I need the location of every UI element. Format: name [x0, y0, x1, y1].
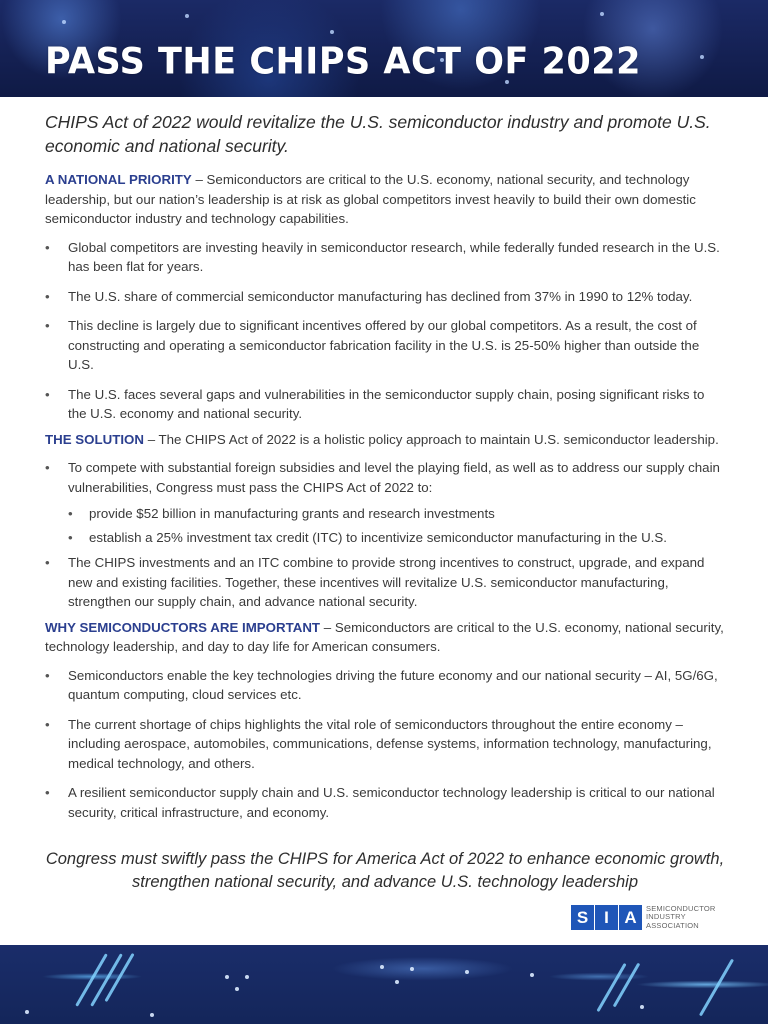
- circuit-dot-decoration: [185, 14, 189, 18]
- circuit-dot-decoration: [395, 980, 399, 984]
- solution-list: [45, 458, 725, 612]
- section-heading: A NATIONAL PRIORITY: [45, 172, 192, 187]
- circuit-dot-decoration: [245, 975, 249, 979]
- list-item: • This decline is largely due to significant incentives offered by our global competitors. As a result, the cost of constructing and operating a semiconductor fabrication facility in the U.S. is 25-50% higher than outside the U.S.: [45, 316, 725, 375]
- circuit-dot-decoration: [150, 1013, 154, 1017]
- sia-logo-wordmark: [646, 905, 716, 930]
- why-semiconductors-list: [45, 666, 725, 823]
- list-item-text: To compete with substantial foreign subsidies and level the playing field, as well as to address our supply chain vulnerabilities, Congress must pass the CHIPS Act of 2022 to:: [68, 460, 720, 495]
- list-item: • The current shortage of chips highlights the vital role of semiconductors throughout the entire economy – including aerospace, automobiles, communications, defense systems, information technology, manufacturing, medical technology, and others.: [45, 715, 725, 774]
- header-banner: [0, 0, 768, 97]
- logo-letter: S: [571, 905, 595, 930]
- circuit-dot-decoration: [62, 20, 66, 24]
- section-heading: WHY SEMICONDUCTORS ARE IMPORTANT: [45, 619, 321, 635]
- list-item: • The U.S. share of commercial semiconductor manufacturing has declined from 37% in 1990 to 12% today.: [45, 287, 725, 307]
- section-text: – Semiconductors are critical to the U.S. economy, national security, and technology leadership, but our nation’s leadership is at risk as global competitors invest heavily to build their own domestic semiconductor industry and technology capabilities.: [45, 172, 696, 226]
- intro-statement: CHIPS Act of 2022 would revitalize the U.S. semiconductor industry and promote U.S. economic and national security.: [45, 112, 711, 156]
- circuit-dot-decoration: [465, 970, 469, 974]
- section-text: – The CHIPS Act of 2022 is a holistic policy approach to maintain U.S. semiconductor leadership.: [144, 431, 719, 447]
- list-item: • Semiconductors enable the key technologies driving the future economy and our national security – AI, 5G/6G, quantum computing, cloud services etc.: [45, 666, 725, 705]
- footer-circuit-banner: [0, 945, 768, 1024]
- circuit-dot-decoration: [640, 1005, 644, 1009]
- logo-line: SEMICONDUCTOR: [646, 904, 716, 914]
- section-heading: THE SOLUTION: [45, 431, 144, 447]
- sub-list-item: • establish a 25% investment tax credit (ITC) to incentivize semiconductor manufacturing in the U.S.: [68, 528, 725, 548]
- circuit-trace-decoration: [613, 963, 641, 1008]
- circuit-dot-decoration: [25, 1010, 29, 1014]
- circuit-dot-decoration: [530, 973, 534, 977]
- list-item: • The CHIPS investments and an ITC combine to provide strong incentives to construct, upgrade, and expand new and existing facilities. Together, these incentives will revitalize U.S. semiconductor manufacturing, strengthen our supply chain, and advance national security.: [45, 553, 725, 612]
- section-national-priority: [45, 170, 725, 229]
- list-item: • A resilient semiconductor supply chain and U.S. semiconductor technology leadership is critical to our national security, critical infrastructure, and economy.: [45, 783, 725, 822]
- list-item: • The U.S. faces several gaps and vulnerabilities in the semiconductor supply chain, posing significant risks to the U.S. economy and national security.: [45, 385, 725, 424]
- circuit-trace-decoration: [699, 959, 734, 1017]
- circuit-dot-decoration: [700, 55, 704, 59]
- circuit-dot-decoration: [225, 975, 229, 979]
- sia-logo: [571, 905, 716, 930]
- list-item: • Global competitors are investing heavily in semiconductor research, while federally funded research in the U.S. has been flat for years.: [45, 238, 725, 277]
- circuit-dot-decoration: [235, 987, 239, 991]
- circuit-dot-decoration: [600, 12, 604, 16]
- logo-letter: I: [595, 905, 619, 930]
- sia-logo-mark: [571, 905, 642, 930]
- circuit-dot-decoration: [410, 967, 414, 971]
- circuit-trace-decoration: [75, 953, 108, 1006]
- section-solution: [45, 430, 725, 450]
- section-text: – Semiconductors are critical to the U.S. economy, national security, technology leadership, and day to day life for American consumers.: [45, 619, 724, 654]
- logo-letter: A: [619, 905, 642, 930]
- national-priority-list: [45, 238, 725, 424]
- logo-line: INDUSTRY: [646, 912, 686, 922]
- circuit-dot-decoration: [330, 30, 334, 34]
- closing-statement: Congress must swiftly pass the CHIPS for America Act of 2022 to enhance economic growth, strengthen national security, and advance U.S. technology leadership: [45, 850, 725, 891]
- page-title: PASS THE CHIPS ACT OF 2022: [45, 41, 641, 83]
- logo-line: ASSOCIATION: [646, 920, 699, 930]
- list-item: [45, 458, 725, 547]
- document-body: [45, 110, 725, 832]
- section-why-semiconductors: [45, 618, 725, 657]
- circuit-dot-decoration: [380, 965, 384, 969]
- solution-sub-list: [68, 504, 725, 547]
- sub-list-item: • provide $52 billion in manufacturing grants and research investments: [68, 504, 725, 524]
